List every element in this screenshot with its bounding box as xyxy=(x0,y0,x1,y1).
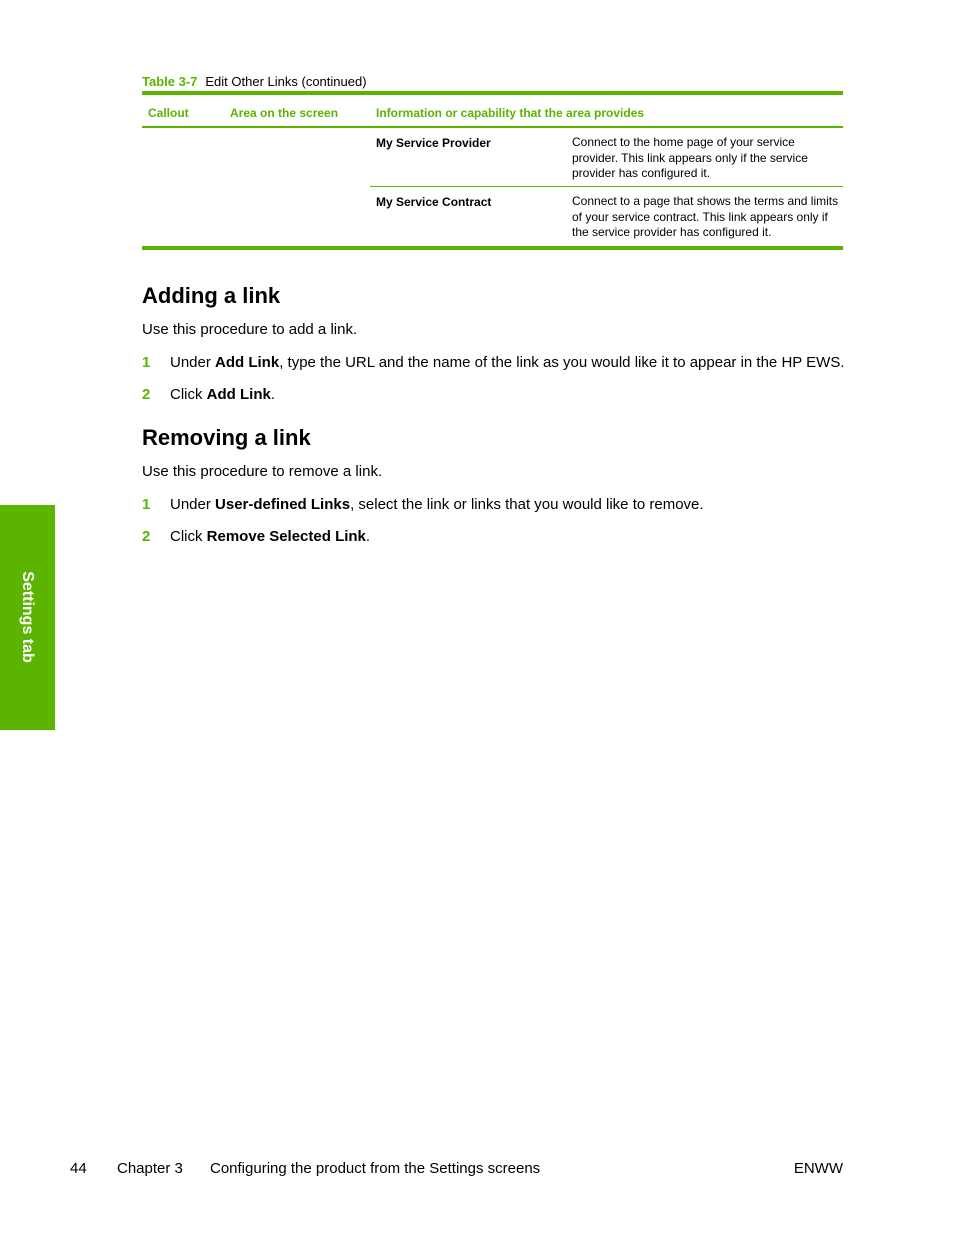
row-description: Connect to a page that shows the terms and limits of your service contract. This link appears only if the service provider has configured it. xyxy=(572,194,839,239)
header-callout: Callout xyxy=(148,106,189,120)
header-information: Information or capability that the area provides xyxy=(376,106,645,120)
adding-intro: Use this procedure to add a link. xyxy=(142,321,358,338)
step-text: Under Add Link, type the URL and the name of the link as you would like it to appear in the HP EWS. xyxy=(170,354,845,371)
footer-chapter: Chapter 3 xyxy=(117,1160,183,1177)
section-heading-adding: Adding a link xyxy=(142,283,281,308)
table-row xyxy=(142,187,843,246)
page-footer xyxy=(70,1160,843,1180)
step-text: Click Remove Selected Link. xyxy=(170,528,371,545)
footer-chapter-title: Configuring the product from the Settings screens xyxy=(210,1160,541,1177)
table-caption xyxy=(142,74,367,89)
page-number: 44 xyxy=(70,1160,87,1177)
links-table xyxy=(142,91,843,250)
table-title: Edit Other Links (continued) xyxy=(205,74,367,89)
step-text: Click Add Link. xyxy=(170,386,276,403)
side-chapter-tab xyxy=(0,505,55,730)
footer-doc-code: ENWW xyxy=(793,1160,843,1177)
step-number: 2 xyxy=(142,528,151,545)
step-number: 1 xyxy=(142,354,151,371)
header-area: Area on the screen xyxy=(230,106,339,120)
row-name: My Service Provider xyxy=(376,136,491,150)
table-header-row xyxy=(142,95,843,126)
table-number: Table 3-7 xyxy=(142,74,198,89)
step-number: 1 xyxy=(142,496,151,513)
table-bottom-rule xyxy=(142,246,843,250)
table-row xyxy=(142,128,843,187)
section-heading-removing: Removing a link xyxy=(142,425,311,450)
row-name: My Service Contract xyxy=(376,195,492,209)
side-tab-label: Settings tab xyxy=(19,571,36,663)
row-description: Connect to the home page of your service provider. This link appears only if the service provider has configured it. xyxy=(572,135,808,180)
removing-intro: Use this procedure to remove a link. xyxy=(142,463,383,480)
step-number: 2 xyxy=(142,386,151,403)
step-text: Under User-defined Links, select the link or links that you would like to remove. xyxy=(170,496,704,513)
